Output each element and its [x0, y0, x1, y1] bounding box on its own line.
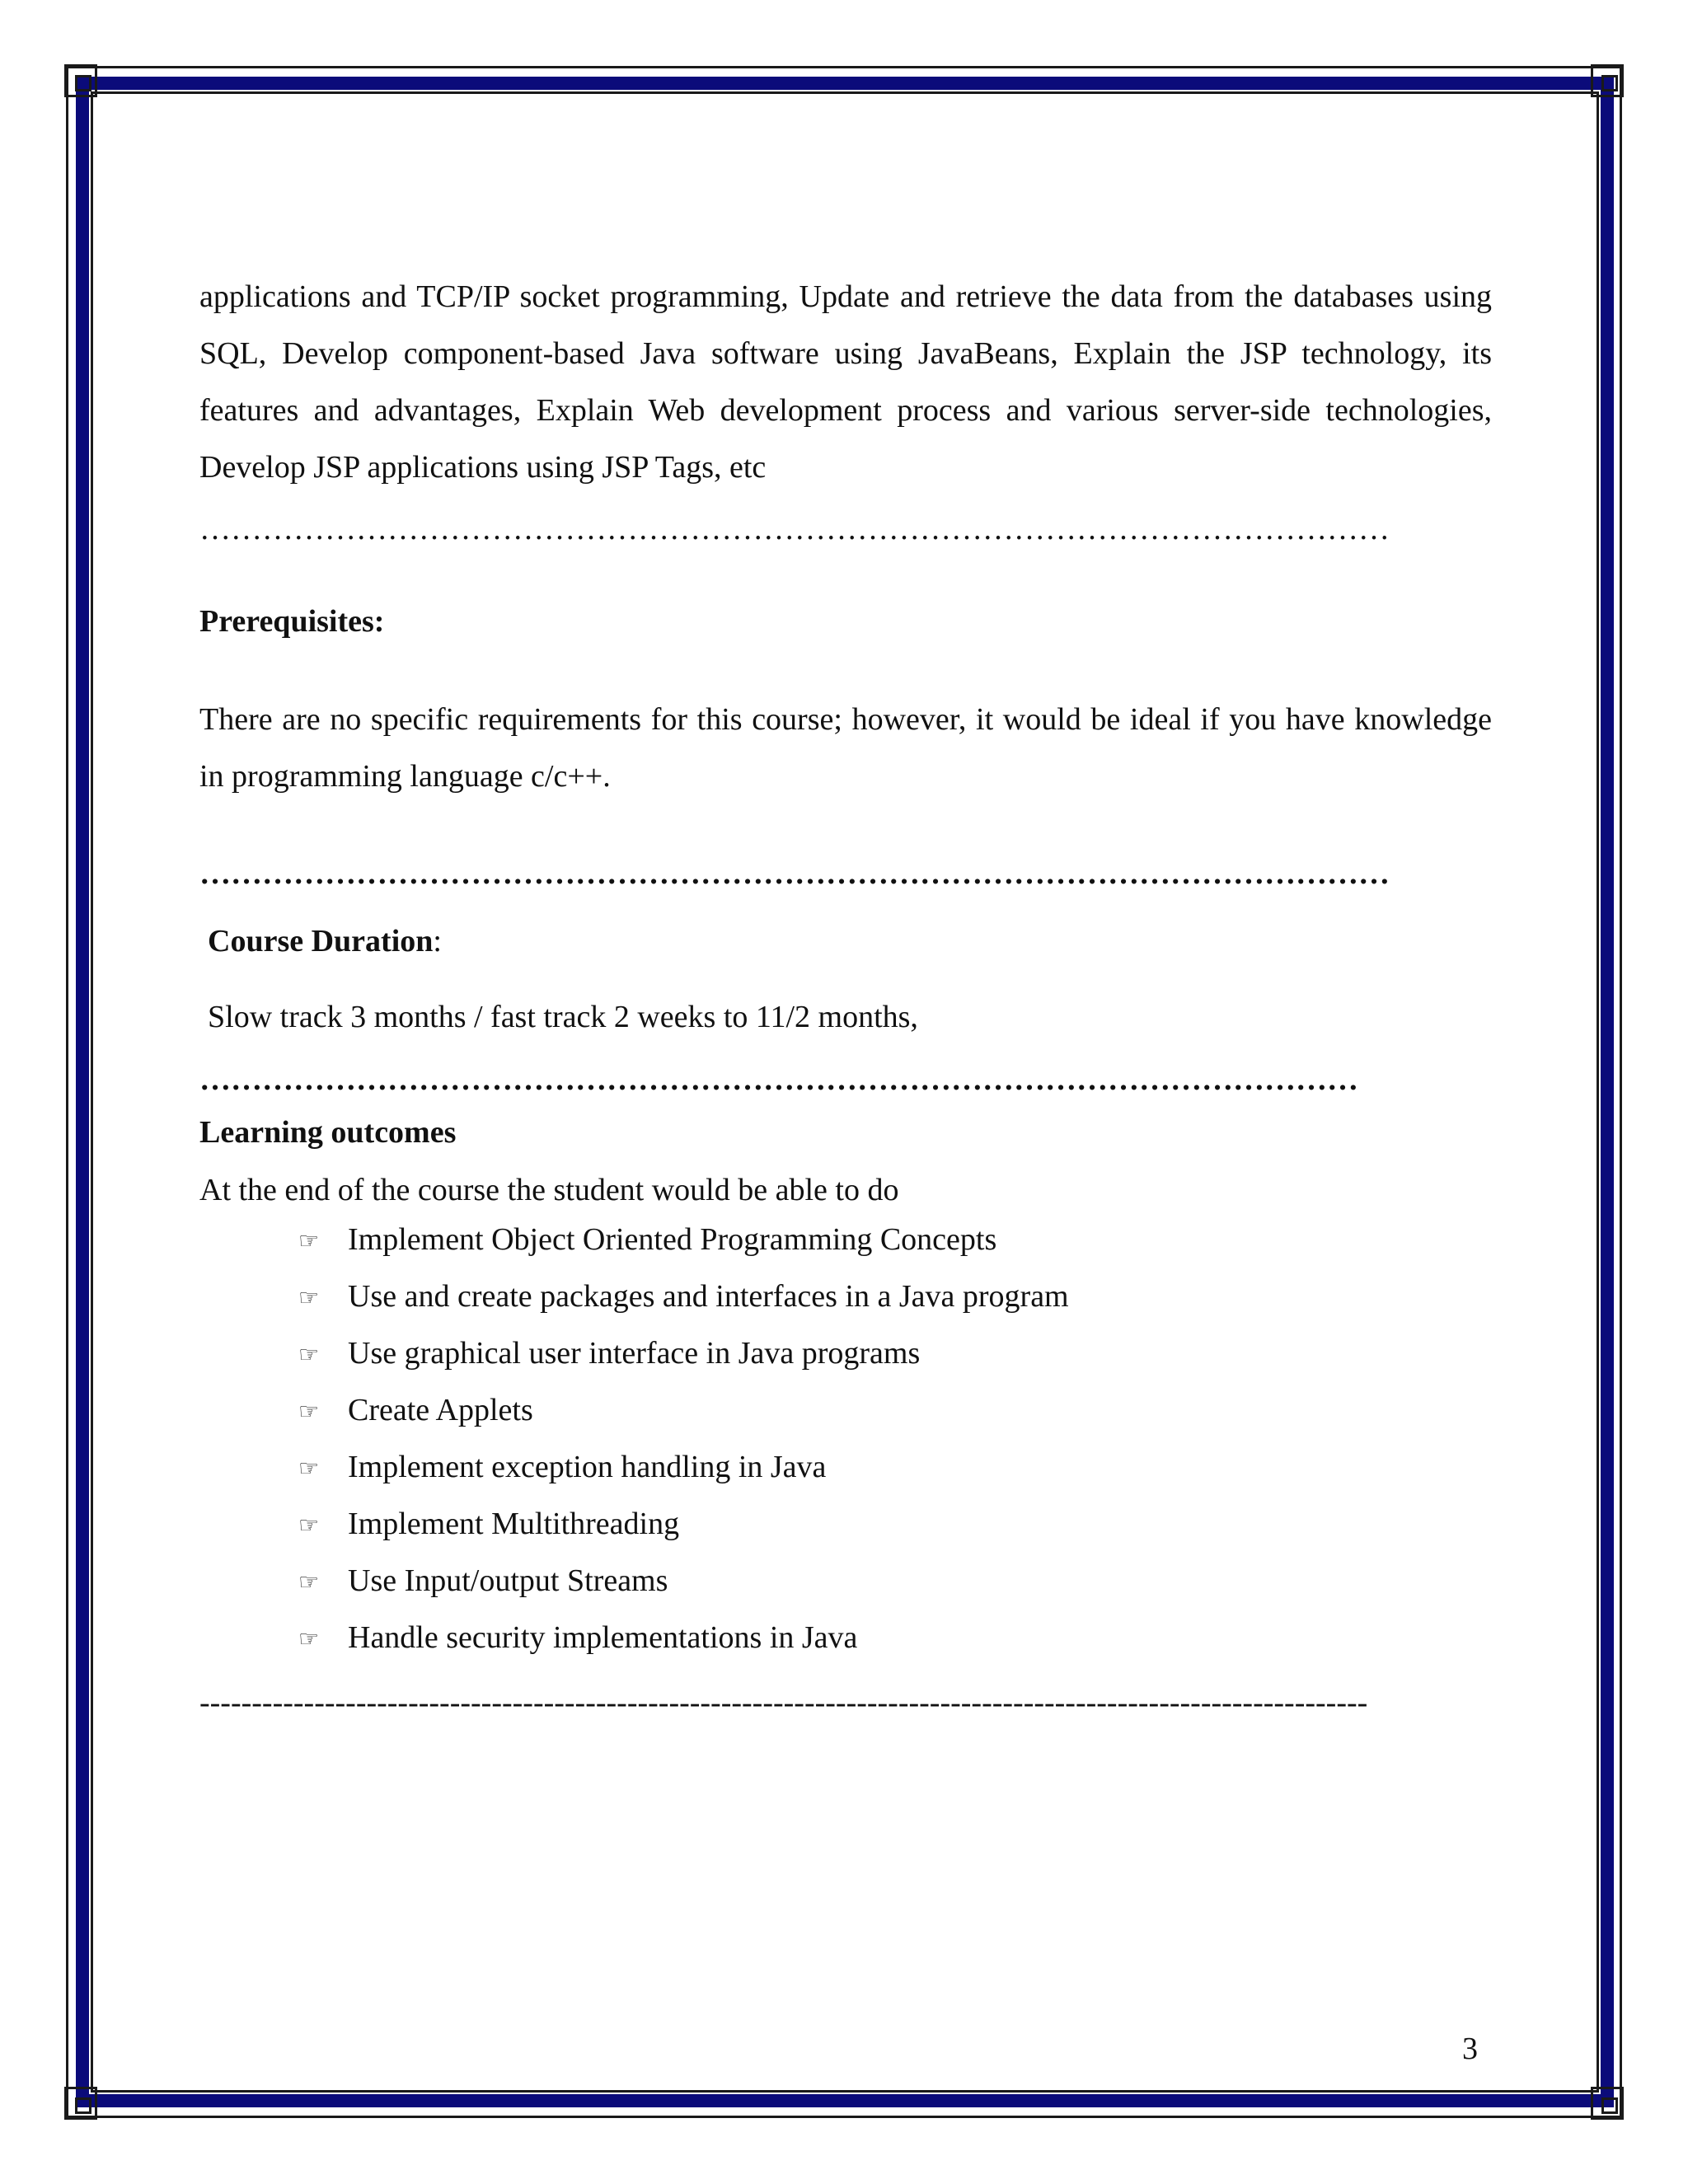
list-item-text: Implement Multithreading — [348, 1507, 680, 1541]
prerequisites-heading: Prerequisites: — [199, 604, 385, 639]
pointing-hand-icon: ☞ — [298, 1455, 320, 1482]
dotted-separator: …………………………………………………………………………………………………… — [199, 857, 1390, 890]
learning-outcomes-list — [298, 1216, 1069, 1671]
intro-paragraph: applications and TCP/IP socket programming, Update and retrieve the data from the databases using SQL, Develop component-based Java software using JavaBeans, Explain the JSP technology, its features and advantages, Explain Web development process and various server-side technologies, Develop JSP applications using JSP Tags, etc — [199, 279, 1492, 485]
border-corner-ornament — [1591, 64, 1624, 97]
list-item — [298, 1444, 1069, 1501]
list-item-text: Implement exception handling in Java — [348, 1450, 827, 1484]
list-item-text: Use and create packages and interfaces in a Java program — [348, 1279, 1069, 1314]
page-number: 3 — [1462, 2032, 1478, 2066]
list-item — [298, 1501, 1069, 1558]
pointing-hand-icon: ☞ — [298, 1341, 320, 1368]
course-duration-text: Slow track 3 months / fast track 2 weeks to 11/2 months, — [208, 1000, 918, 1034]
list-item-text: Implement Object Oriented Programming Concepts — [348, 1222, 997, 1257]
course-duration-label: Course Duration — [208, 924, 434, 958]
border-corner-ornament — [64, 64, 97, 97]
pointing-hand-icon: ☞ — [298, 1398, 320, 1425]
list-item — [298, 1558, 1069, 1615]
course-duration-colon: : — [433, 924, 442, 958]
pointing-hand-icon: ☞ — [298, 1227, 320, 1254]
list-item-text: Handle security implementations in Java — [348, 1620, 858, 1655]
border-corner-ornament — [1591, 2087, 1624, 2120]
learning-outcomes-intro: At the end of the course the student would be able to do — [199, 1173, 899, 1207]
list-item-text: Create Applets — [348, 1393, 533, 1427]
learning-outcomes-heading: Learning outcomes — [199, 1115, 457, 1150]
course-duration-heading — [208, 921, 442, 961]
list-item-text: Use Input/output Streams — [348, 1563, 668, 1598]
dotted-separator: …………………………………………………………………………………………………… — [199, 513, 1390, 546]
list-item — [298, 1615, 1069, 1671]
pointing-hand-icon: ☞ — [298, 1511, 320, 1539]
list-item — [298, 1387, 1069, 1444]
list-item — [298, 1330, 1069, 1387]
list-item-text: Use graphical user interface in Java programs — [348, 1336, 921, 1371]
prerequisites-paragraph: There are no specific requirements for this course; however, it would be ideal if you have knowledge in programming language c/c++. — [199, 702, 1492, 794]
pointing-hand-icon: ☞ — [298, 1568, 320, 1596]
pointing-hand-icon: ☞ — [298, 1625, 320, 1652]
dotted-separator: ………………………………………………………………………………………………… — [199, 1063, 1358, 1096]
dashed-separator: ---------------------------------------------------------------------------------------------------------------- — [199, 1686, 1368, 1719]
border-corner-ornament — [64, 2087, 97, 2120]
list-item — [298, 1273, 1069, 1330]
pointing-hand-icon: ☞ — [298, 1284, 320, 1311]
list-item — [298, 1216, 1069, 1273]
